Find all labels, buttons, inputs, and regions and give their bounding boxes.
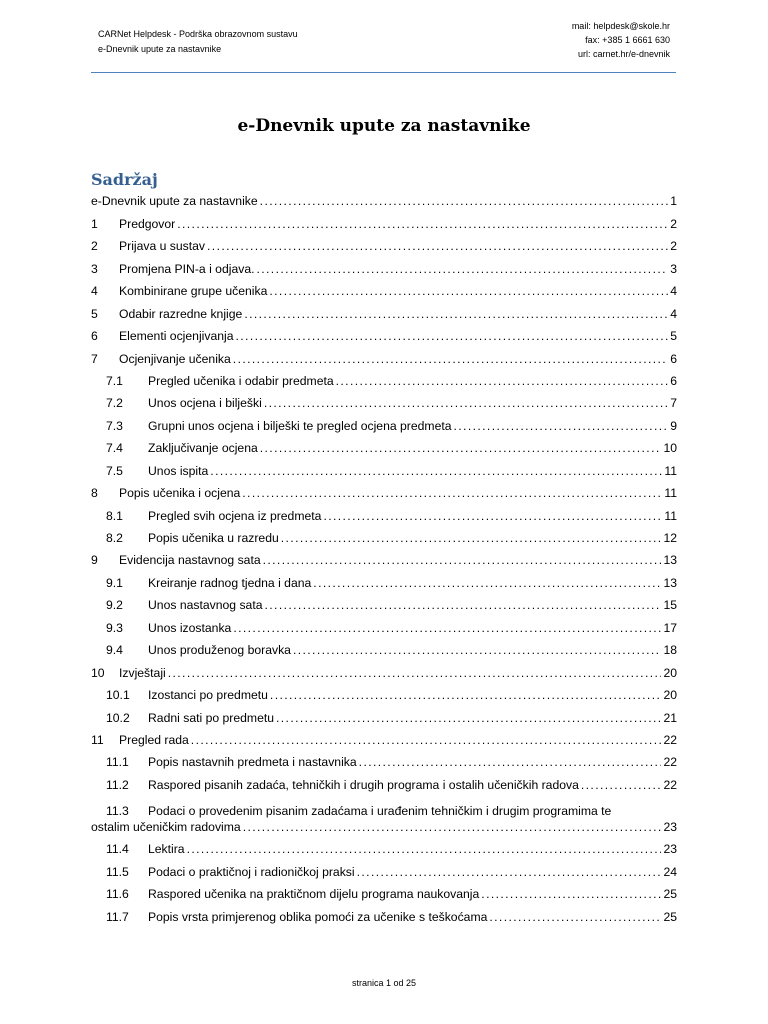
toc-entry-page: 6 bbox=[670, 351, 677, 366]
toc-entry-number: 10.1 bbox=[106, 688, 130, 703]
toc-entry[interactable] bbox=[91, 905, 677, 927]
toc-entry-number: 5 bbox=[91, 306, 98, 321]
toc-entry-title: Elementi ocjenjivanja bbox=[119, 329, 234, 344]
header-url: url: carnet.hr/e-dnevnik bbox=[577, 49, 670, 59]
toc-entry-number: 7.2 bbox=[106, 396, 123, 411]
toc-dot-leader bbox=[260, 440, 662, 456]
toc-dot-leader bbox=[454, 418, 669, 434]
toc-entry-page: 13 bbox=[663, 575, 677, 590]
toc-dot-leader bbox=[359, 754, 662, 770]
toc-entry-title: Izostanci po predmetu bbox=[148, 688, 268, 703]
toc-dot-leader bbox=[187, 841, 662, 857]
toc-dot-leader bbox=[263, 552, 662, 568]
toc-entry-page: 4 bbox=[670, 306, 677, 321]
toc-entry-number: 9.2 bbox=[106, 598, 123, 613]
toc-dot-leader bbox=[481, 886, 661, 902]
toc-entry-number: 11.3 bbox=[106, 803, 129, 818]
toc-entry-number: 11.5 bbox=[106, 864, 129, 879]
toc-entry[interactable] bbox=[91, 347, 677, 369]
toc-dot-leader bbox=[265, 597, 662, 613]
toc-entry[interactable] bbox=[91, 280, 677, 302]
toc-dot-leader bbox=[581, 777, 662, 793]
toc-entry-title: Popis učenika i ocjena bbox=[119, 486, 241, 501]
toc-entry-number: 8.1 bbox=[106, 508, 123, 523]
toc-entry-number: 8.2 bbox=[106, 531, 123, 545]
toc-entry-title: Popis učenika u razredu bbox=[148, 531, 279, 545]
toc-entry-title: Unos izostanka bbox=[148, 620, 232, 635]
toc-entry-number: 10 bbox=[91, 665, 105, 680]
toc-entry-title: Podaci o provedenim pisanim zadaćama i urađenim tehničkim i drugim programima te bbox=[148, 803, 612, 818]
document-title: e-Dnevnik upute za nastavnike bbox=[237, 116, 531, 136]
toc-entry-title: Ocjenjivanje učenika bbox=[119, 351, 231, 366]
toc-entry-page: 5 bbox=[670, 329, 677, 344]
toc-entry-number: 1 bbox=[91, 216, 98, 231]
toc-entry[interactable] bbox=[91, 235, 677, 257]
toc-dot-leader bbox=[242, 485, 662, 501]
toc-entry[interactable] bbox=[91, 190, 677, 212]
toc-entry-number: 9.3 bbox=[106, 620, 123, 635]
toc-dot-leader bbox=[243, 819, 662, 835]
toc-entry-title: e-Dnevnik upute za nastavnike bbox=[91, 194, 258, 209]
toc-entry-number: 11.7 bbox=[106, 909, 129, 924]
toc-dot-leader bbox=[276, 710, 661, 726]
toc-entry-page: 18 bbox=[663, 643, 677, 658]
toc-entry[interactable] bbox=[91, 706, 677, 728]
toc-entry-page: 2 bbox=[670, 216, 677, 231]
toc-entry-page: 13 bbox=[663, 553, 677, 568]
toc-entry-title: Unos ispita bbox=[148, 463, 209, 478]
toc-entry-page: 2 bbox=[670, 239, 677, 254]
toc-entry-number: 7.5 bbox=[106, 463, 123, 478]
toc-entry[interactable] bbox=[91, 838, 677, 860]
toc-entry-page: 23 bbox=[663, 842, 677, 857]
toc-entry-number: 6 bbox=[91, 329, 98, 344]
toc-entry-page: 20 bbox=[663, 688, 677, 703]
toc-entry[interactable] bbox=[91, 751, 677, 773]
toc-entry-page: 17 bbox=[663, 620, 677, 635]
toc-entry-title: Podaci o praktičnoj i radioničkoj praksi bbox=[148, 864, 355, 879]
toc-entry-title: Izvještaji bbox=[119, 665, 166, 680]
toc-entry-page: 11 bbox=[664, 486, 677, 501]
toc-entry-title: Pregled rada bbox=[119, 732, 189, 747]
toc-entry-title: Evidencija nastavnog sata bbox=[119, 553, 261, 568]
toc-entry[interactable] bbox=[91, 684, 677, 706]
toc-entry-number: 7.1 bbox=[106, 373, 123, 388]
toc-entry[interactable] bbox=[91, 549, 677, 571]
toc-entry-number: 3 bbox=[91, 261, 98, 276]
toc-entry[interactable] bbox=[91, 796, 677, 838]
toc-entry-title: Odabir razredne knjige bbox=[119, 306, 243, 321]
header-mail: mail: helpdesk@skole.hr bbox=[571, 21, 670, 31]
toc-entry-title: Kreiranje radnog tjedna i dana bbox=[148, 575, 312, 590]
header-divider bbox=[91, 72, 676, 73]
toc-entry[interactable] bbox=[91, 437, 677, 459]
toc-dot-leader bbox=[293, 642, 661, 658]
toc-dot-leader bbox=[233, 620, 661, 636]
toc-entry-number: 11.6 bbox=[106, 887, 129, 902]
toc-dot-leader bbox=[336, 373, 669, 389]
toc-entry-page: 3 bbox=[670, 261, 677, 276]
toc-entry[interactable] bbox=[91, 661, 677, 683]
toc-entry[interactable] bbox=[91, 482, 677, 504]
toc-entry-page: 25 bbox=[663, 887, 677, 902]
toc-entry[interactable] bbox=[91, 302, 677, 324]
toc-entry-number: 2 bbox=[91, 239, 98, 254]
toc-entry-title: Popis nastavnih predmeta i nastavnika bbox=[148, 755, 357, 770]
toc-entry-title: Raspored pisanih zadaća, tehničkih i drugih programa i ostalih učeničkih radova bbox=[148, 777, 579, 792]
toc-dot-leader bbox=[313, 575, 661, 591]
toc-entry-title: Unos nastavnog sata bbox=[148, 598, 263, 613]
toc-entry-number: 8 bbox=[91, 486, 98, 501]
toc-entry-number: 11.4 bbox=[106, 842, 129, 857]
toc-entry-page: 10 bbox=[663, 441, 677, 456]
toc-entry-page: 11 bbox=[664, 463, 677, 478]
toc-dot-leader bbox=[191, 732, 662, 748]
header-fax: fax: +385 1 6661 630 bbox=[585, 35, 670, 45]
toc-heading: Sadržaj bbox=[91, 170, 158, 189]
toc-entry[interactable] bbox=[91, 883, 677, 905]
table-of-contents bbox=[91, 190, 677, 928]
toc-entry-title: Grupni unos ocjena i bilješki te pregled ocjena predmeta bbox=[148, 418, 452, 433]
toc-dot-leader bbox=[281, 530, 662, 546]
toc-entry[interactable] bbox=[91, 370, 677, 392]
toc-entry[interactable] bbox=[91, 504, 677, 526]
toc-entry-title: Lektira bbox=[148, 842, 185, 857]
toc-entry-number: 9.1 bbox=[106, 575, 123, 590]
toc-entry[interactable] bbox=[91, 212, 677, 234]
toc-dot-leader bbox=[264, 395, 668, 411]
toc-entry-title: Raspored učenika na praktičnom dijelu programa naukovanja bbox=[148, 887, 480, 902]
toc-dot-leader bbox=[236, 328, 669, 344]
toc-entry[interactable] bbox=[91, 639, 677, 661]
toc-entry-page: 1 bbox=[670, 194, 677, 209]
toc-entry-number: 10.2 bbox=[106, 710, 130, 725]
toc-entry[interactable] bbox=[91, 325, 677, 347]
toc-entry-number: 7 bbox=[91, 351, 98, 366]
toc-entry-title: Unos ocjena i bilješki bbox=[148, 396, 262, 411]
toc-entry-number: 11.2 bbox=[106, 777, 129, 792]
toc-dot-leader bbox=[260, 193, 669, 209]
toc-entry-title: Unos produženog boravka bbox=[148, 643, 291, 658]
toc-entry-page: 25 bbox=[663, 909, 677, 924]
page-header-left bbox=[98, 27, 298, 57]
toc-entry-page: 4 bbox=[670, 284, 677, 299]
toc-dot-leader bbox=[323, 508, 662, 524]
toc-entry[interactable] bbox=[91, 594, 677, 616]
toc-dot-leader bbox=[177, 216, 668, 232]
toc-entry[interactable] bbox=[91, 257, 677, 279]
toc-dot-leader bbox=[256, 261, 668, 277]
toc-entry[interactable] bbox=[91, 860, 677, 882]
toc-entry[interactable] bbox=[91, 729, 677, 751]
toc-entry-number: 9.4 bbox=[106, 643, 123, 658]
toc-entry-page: 23 bbox=[663, 819, 677, 834]
toc-entry[interactable] bbox=[91, 459, 677, 481]
toc-entry-page: 12 bbox=[663, 531, 677, 545]
toc-entry-page: 6 bbox=[670, 373, 677, 388]
toc-dot-leader bbox=[210, 463, 662, 479]
toc-entry-page: 7 bbox=[670, 396, 677, 411]
toc-entry-number: 7.3 bbox=[106, 418, 123, 433]
toc-dot-leader bbox=[233, 351, 668, 367]
toc-entry-title: Pregled svih ocjena iz predmeta bbox=[148, 508, 322, 523]
toc-entry-page: 22 bbox=[663, 755, 677, 770]
toc-entry-title: Promjena PIN-a i odjava. bbox=[119, 261, 255, 276]
toc-entry[interactable] bbox=[91, 392, 677, 414]
toc-entry-number: 9 bbox=[91, 553, 98, 568]
toc-entry-page: 22 bbox=[663, 732, 677, 747]
page-footer: stranica 1 od 25 bbox=[351, 978, 417, 988]
toc-entry-number: 11 bbox=[91, 732, 104, 747]
toc-entry[interactable] bbox=[91, 414, 677, 436]
header-org: CARNet Helpdesk - Podrška obrazovnom sustavu bbox=[98, 29, 298, 39]
toc-entry-page: 24 bbox=[663, 864, 677, 879]
toc-entry-title: Kombinirane grupe učenika bbox=[119, 284, 268, 299]
toc-entry[interactable] bbox=[91, 527, 677, 549]
toc-entry[interactable] bbox=[91, 571, 677, 593]
toc-dot-leader bbox=[357, 864, 662, 880]
toc-entry-title: Predgovor bbox=[119, 216, 176, 231]
toc-entry-page: 15 bbox=[663, 598, 677, 613]
toc-entry-title: Radni sati po predmetu bbox=[148, 710, 275, 725]
toc-entry[interactable] bbox=[91, 616, 677, 638]
toc-dot-leader bbox=[244, 306, 668, 322]
toc-dot-leader bbox=[207, 238, 668, 254]
toc-entry-page: 22 bbox=[663, 777, 677, 792]
toc-entry-title: Popis vrsta primjerenog oblika pomoći za učenike s teškoćama bbox=[148, 909, 488, 924]
toc-entry-number: 4 bbox=[91, 284, 98, 299]
page-header-right bbox=[572, 19, 670, 61]
toc-entry-page: 11 bbox=[664, 508, 677, 523]
header-doc-name: e-Dnevnik upute za nastavnike bbox=[98, 44, 222, 54]
toc-entry-number: 11.1 bbox=[106, 755, 129, 770]
toc-dot-leader bbox=[168, 665, 662, 681]
toc-entry-title: Zaključivanje ocjena bbox=[148, 441, 258, 456]
toc-entry-page: 21 bbox=[663, 710, 677, 725]
toc-entry-page: 9 bbox=[670, 418, 677, 433]
toc-dot-leader bbox=[489, 909, 661, 925]
toc-entry-title: Pregled učenika i odabir predmeta bbox=[148, 373, 334, 388]
toc-entry-page: 20 bbox=[663, 665, 677, 680]
toc-entry-title: Prijava u sustav bbox=[119, 239, 206, 254]
toc-dot-leader bbox=[270, 687, 662, 703]
toc-dot-leader bbox=[269, 283, 668, 299]
toc-entry[interactable] bbox=[91, 773, 677, 795]
toc-entry-title-continued: ostalim učeničkim radovima bbox=[91, 819, 241, 834]
toc-entry-number: 7.4 bbox=[106, 441, 123, 456]
